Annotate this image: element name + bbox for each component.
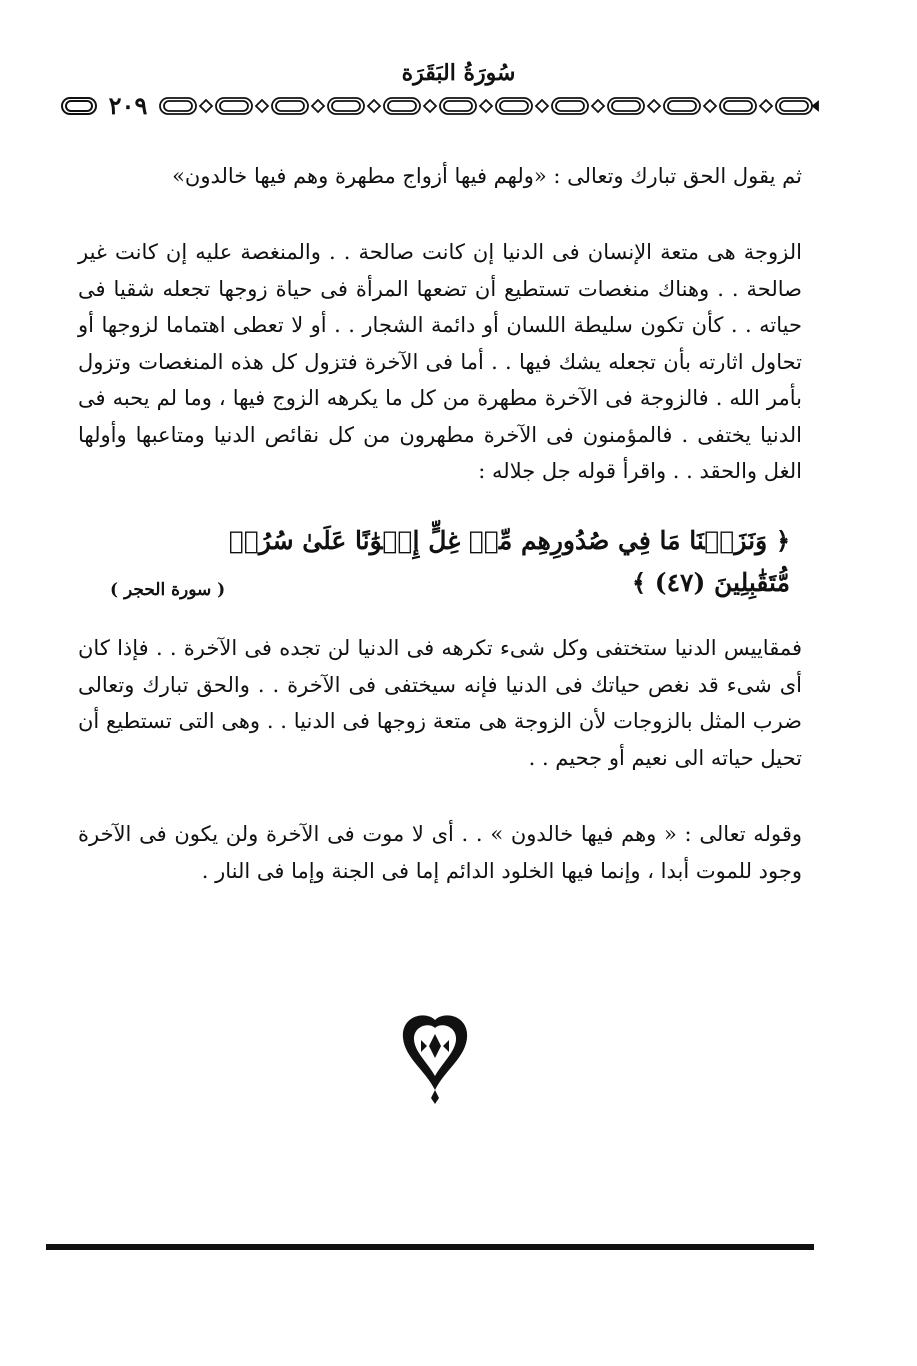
paragraph-wife-in-hereafter: الزوجة هى متعة الإنسان فى الدنيا إن كانت صالحة . . والمنغصة عليه إن كانت غير صالحة . . وهناك منغصات تستطيع أن تضعها المرأة فى حياة زوجها تجعله شقيا فى حياته . . كأن تكون سليطة اللسان أو دائمة الشجار . . أو لا تعطى اهتماما لزوجها أو تحاول اثارته بأن تجعله يشك فيها . . أما فى الآخرة فتزول كل هذه المنغصات وتزول بأمر الله . فالزوجة فى الآخرة مطهرة من كل ما يكرهه الزوج فيها ، وما لم يحبه فى الدنيا يختفى . فالمؤمنون فى الآخرة مطهرون من كل نقائص الدنيا ومتاعبها وأولها الغل والحقد . . واقرأ قوله جل جلاله : <box>78 240 802 483</box>
verse-open-bracket: ﴿ <box>775 526 790 555</box>
paragraph-standards-of-world: فمقاييس الدنيا ستختفى وكل شىء تكرهه فى الدنيا لن تجده فى الآخرة . . فإذا كان أى شىء قد نغص حياتك فى الدنيا فإنه سيختفى فى الآخرة . . والحق تبارك وتعالى ضرب المثل بالزوجات لأن الزوجة هى متعة زوجها فى الدنيا . . وهى التى تستطيع أن تحيل حياته الى نعيم أو جحيم . . <box>78 636 802 770</box>
verse-text: وَنَزَعۡنَا مَا فِي صُدُورِهِم مِّنۡ غِلٍّ إِخۡوَٰنًا عَلَىٰ سُرُرٖ مُّتَقَٰبِلِينَ <box>228 526 790 597</box>
paragraph-eternity: وقوله تعالى : « وهم فيها خالدون » . . أى لا موت فى الآخرة ولن يكون فى الآخرة وجود للموت أبدا ، وإنما فيها الخلود الدائم إما فى الجنة وإما فى النار . <box>78 822 802 883</box>
surah-title: سُورَةُ البَقَرَة <box>401 60 516 86</box>
verse-number-badge: (٤٧) <box>654 568 706 597</box>
verse-reference: ( سورة الحجر ) <box>110 580 226 600</box>
intro-paragraph: ثم يقول الحق تبارك وتعالى : «ولهم فيها أزواج مطهرة وهم فيها خالدون» <box>172 164 802 188</box>
verse-close-bracket: ﴾ <box>631 568 647 597</box>
bottom-rule-divider <box>46 1244 814 1250</box>
decorative-chain-border-icon <box>60 88 820 124</box>
heart-ornament-icon <box>395 1012 475 1104</box>
page-number: ٢٠٩ <box>100 88 156 124</box>
verse-number: ٤٧ <box>666 568 694 597</box>
